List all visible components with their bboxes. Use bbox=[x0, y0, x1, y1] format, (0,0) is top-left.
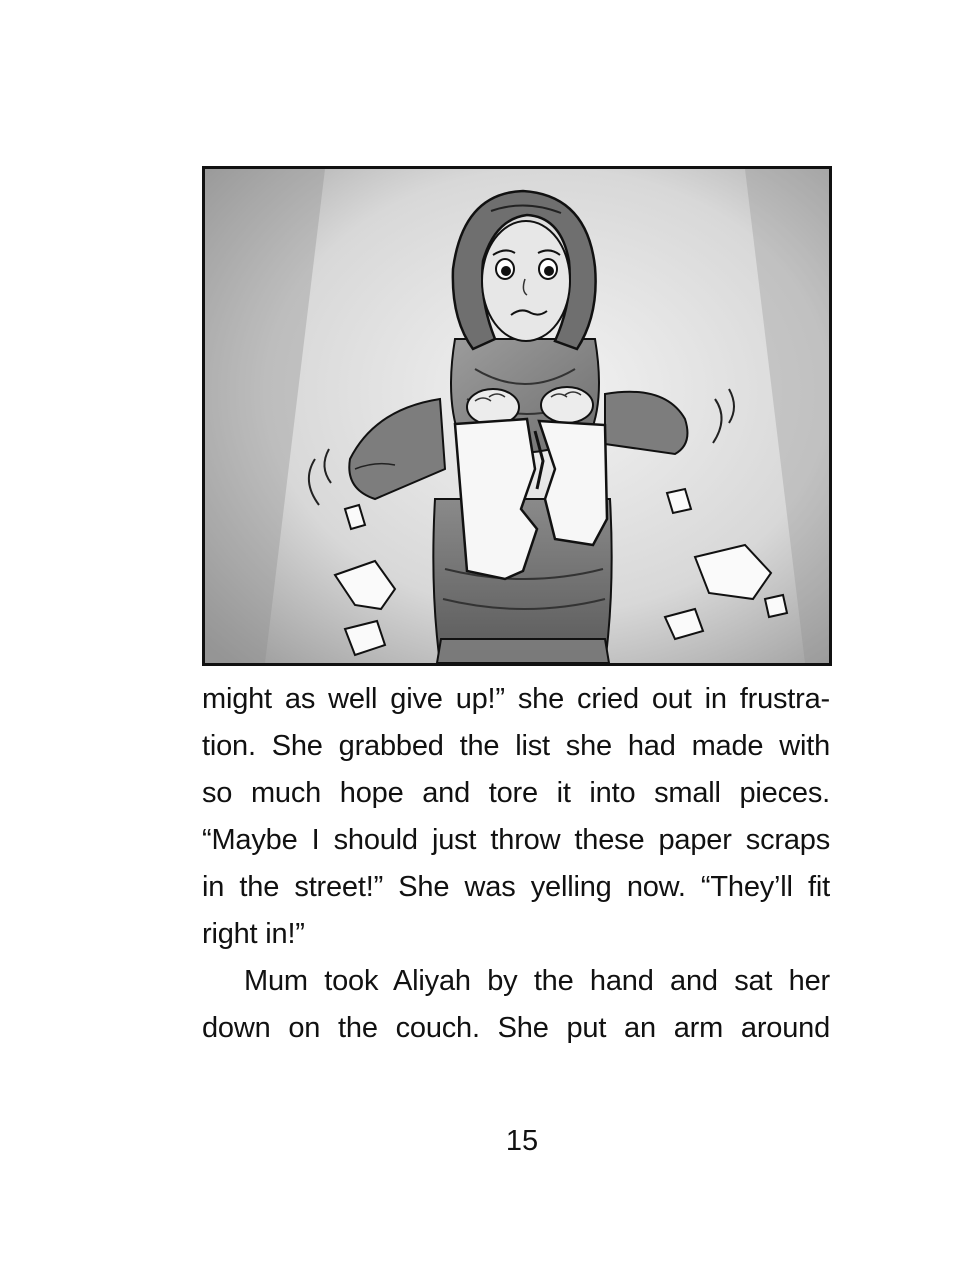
text-line: tion. She grabbed the list she had made with bbox=[202, 730, 830, 762]
torn-paper-left bbox=[455, 419, 537, 579]
text-line: in the street!” She was yelling now. “They’ll fit bbox=[202, 871, 830, 903]
story-text bbox=[202, 676, 830, 1052]
text-line: down on the couch. She put an arm around bbox=[202, 1012, 830, 1044]
illustration-drawing bbox=[205, 169, 829, 663]
page-number: 15 bbox=[505, 1125, 539, 1157]
text-line: “Maybe I should just throw these paper scraps bbox=[202, 824, 830, 856]
text-line: Mum took Aliyah by the hand and sat her bbox=[244, 965, 830, 997]
text-line: right in!” bbox=[202, 918, 305, 950]
text-line: so much hope and tore it into small pieces. bbox=[202, 777, 830, 809]
text-line: might as well give up!” she cried out in frustra- bbox=[202, 683, 830, 715]
illustration-girl-tearing-list bbox=[202, 166, 832, 666]
